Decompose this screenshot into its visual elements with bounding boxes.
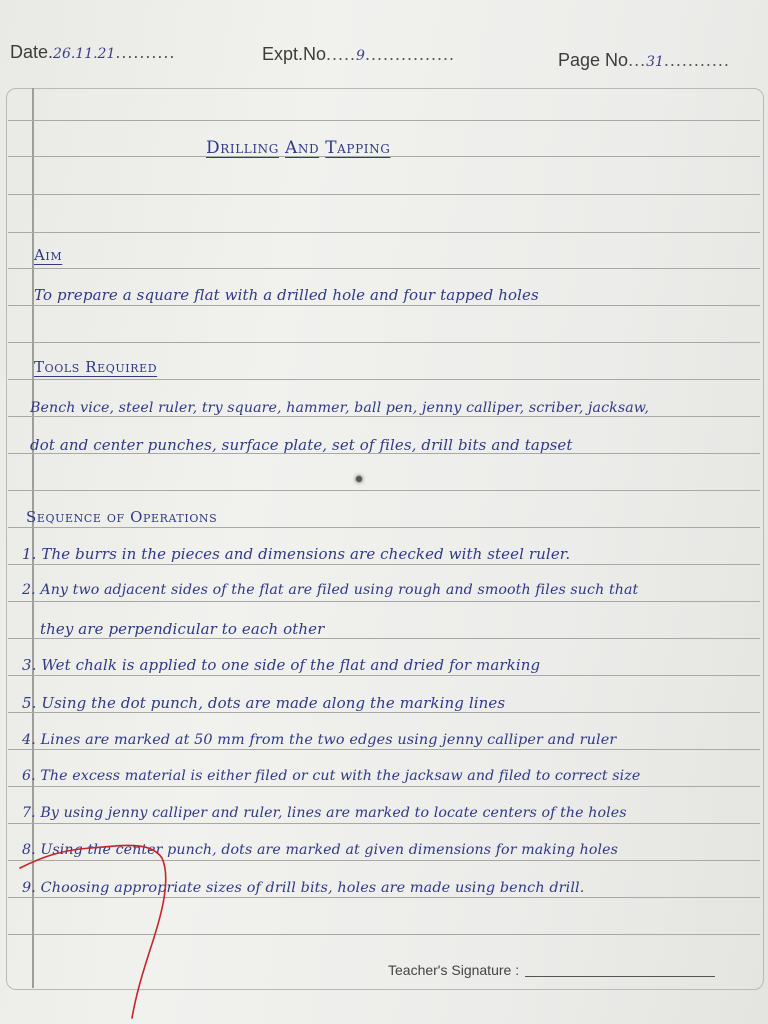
aim-text: To prepare a square flat with a drilled hole and four tapped holes [34,286,539,304]
sequence-line: 9. Choosing appropriate sizes of drill bits, holes are made using bench drill. [22,880,585,896]
sequence-heading: Sequence of Operations [26,508,218,526]
teacher-signature [388,962,715,978]
signature-label: Teacher's Signature : [388,962,520,978]
title-word: Drilling [206,138,279,158]
sequence-line: 8. Using the center punch, dots are marked at given dimensions for making holes [22,842,619,858]
page-number-value: 31 [646,54,664,70]
sequence-line: 7. By using jenny calliper and ruler, lines are marked to locate centers of the holes [22,805,627,821]
experiment-number-value: 9 [356,48,365,64]
date-field: Date.26.11.21.......... [10,42,176,62]
date-value: 26.11.21 [53,46,116,62]
aim-heading: Aim [34,246,63,264]
sequence-line: they are perpendicular to each other [40,620,325,638]
sequence-line: 4. Lines are marked at 50 mm from the two edges using jenny calliper and ruler [22,732,617,748]
title-word: And [285,138,320,158]
sequence-line: 6. The excess material is either filed or cut with the jacksaw and filed to correct size [22,768,641,784]
experiment-number-field: Expt.No.....9............... [262,44,455,64]
tools-heading: Tools Required [34,358,158,376]
sequence-line: 2. Any two adjacent sides of the flat are filed using rough and smooth files such that [22,582,639,598]
sequence-line: 1. The burrs in the pieces and dimensions are checked with steel ruler. [22,545,571,563]
title-word: Tapping [325,138,391,158]
sequence-line: 3. Wet chalk is applied to one side of the flat and dried for marking [22,656,541,674]
page-number-field: Page No...31........... [558,50,730,70]
signature-line [525,976,715,977]
tools-line: Bench vice, steel ruler, try square, hammer, ball pen, jenny calliper, scriber, jacksaw, [30,400,649,416]
tools-line: dot and center punches, surface plate, set of files, drill bits and tapset [30,436,573,454]
sequence-line: 5. Using the dot punch, dots are made along the marking lines [22,694,506,712]
